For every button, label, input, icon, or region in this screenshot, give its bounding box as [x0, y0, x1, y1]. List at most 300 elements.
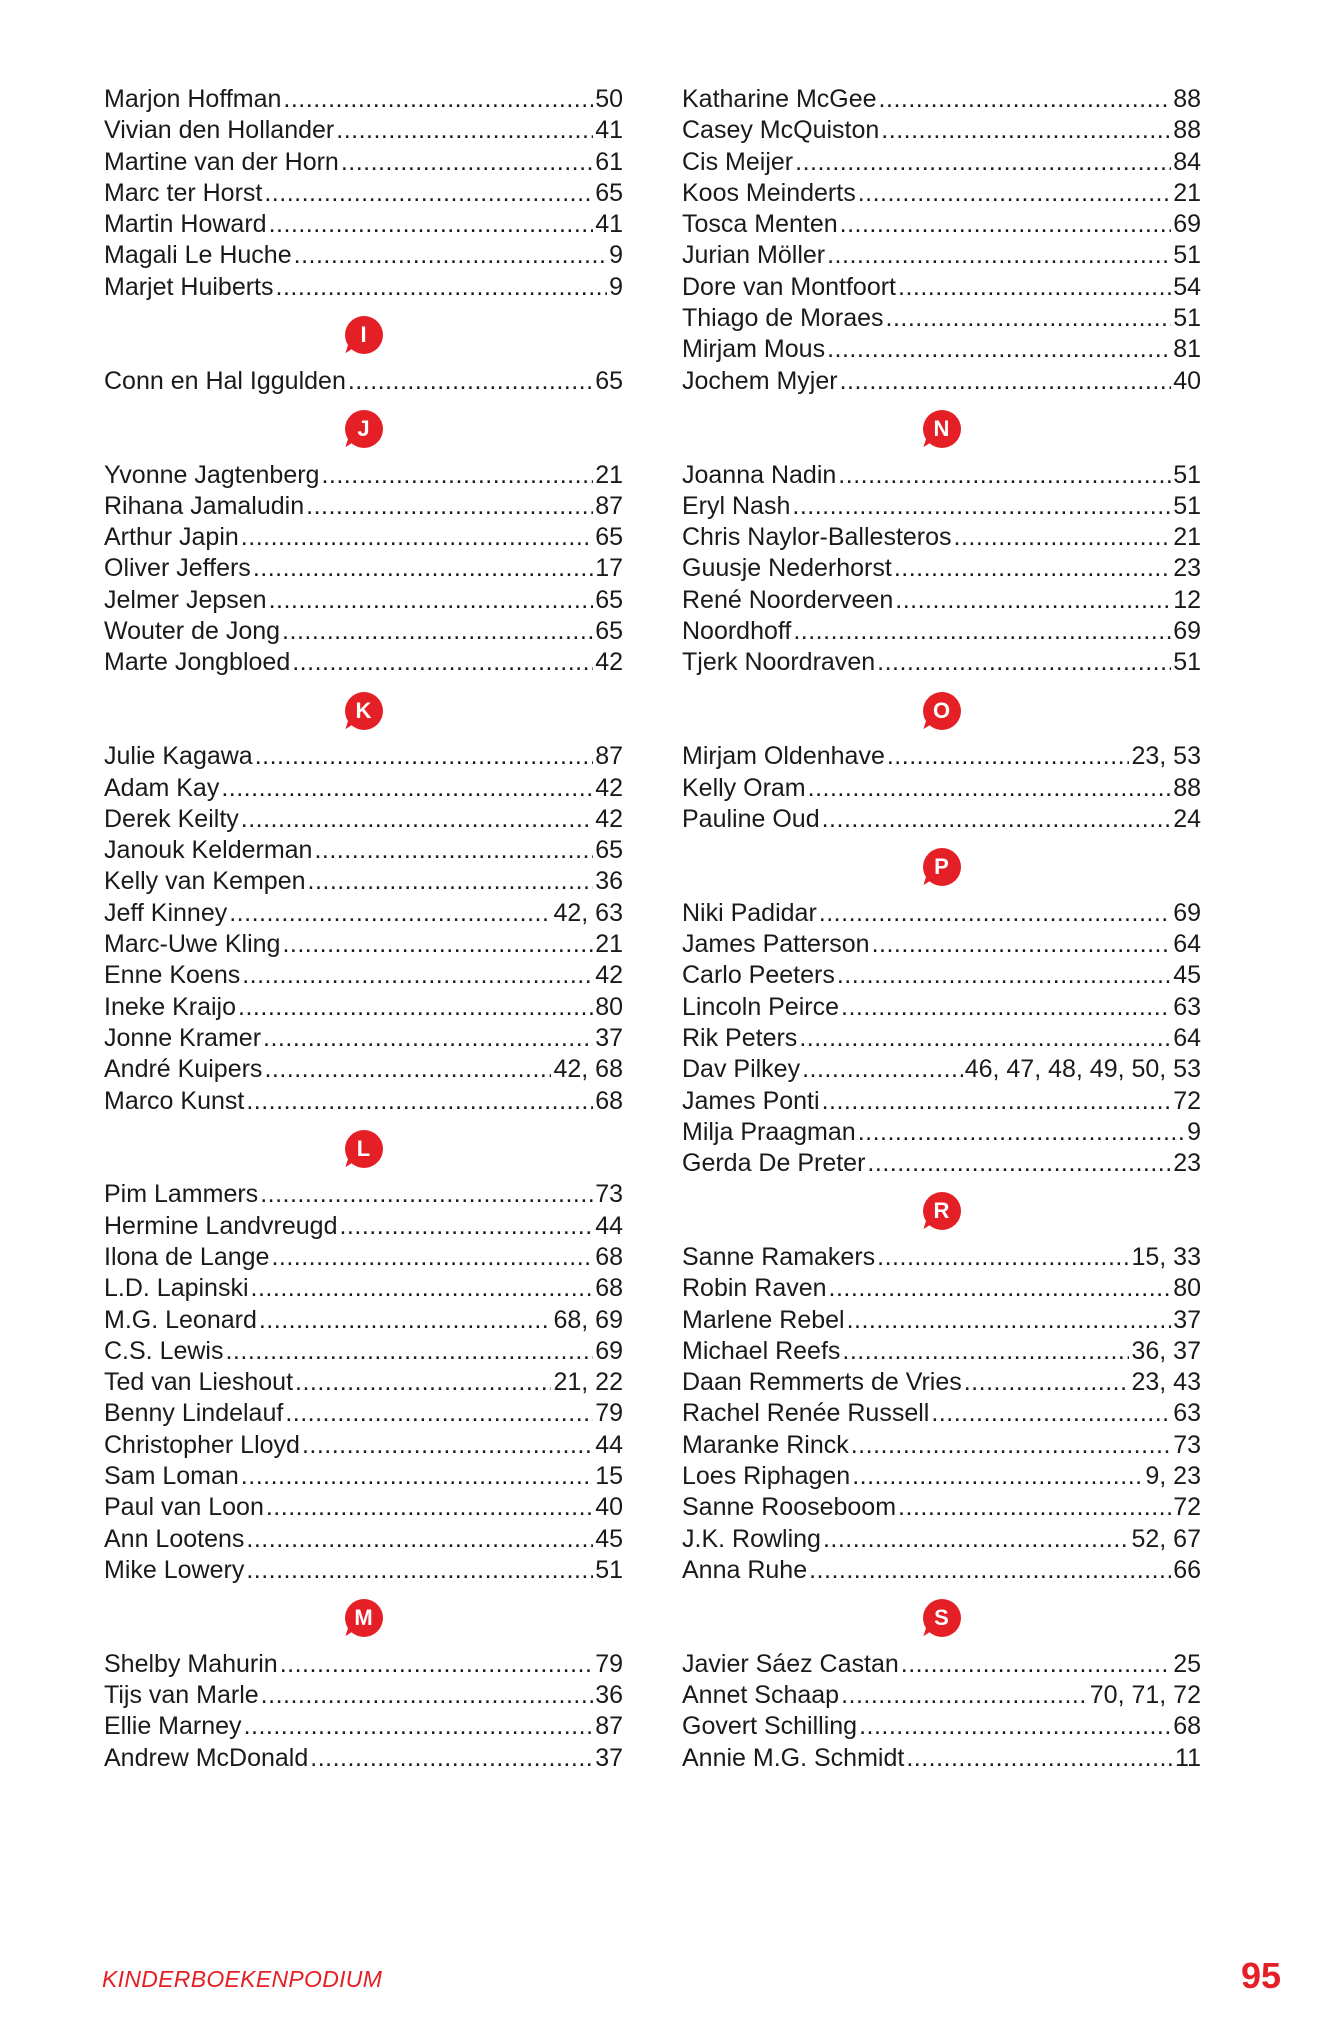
author-name: Sanne Ramakers	[682, 1242, 876, 1271]
author-name: Ellie Marney	[104, 1712, 242, 1741]
index-entry	[682, 460, 1201, 491]
letter-badge: O	[923, 692, 961, 730]
index-entry	[104, 1054, 623, 1085]
page-references: 87	[595, 491, 623, 520]
index-entry	[104, 616, 623, 647]
dot-leader	[255, 741, 593, 772]
page-references: 80	[1173, 1274, 1201, 1303]
index-entry	[682, 303, 1201, 334]
page-references: 36	[595, 867, 623, 896]
page-references: 87	[595, 742, 623, 771]
page-references: 51	[1173, 491, 1201, 520]
author-name: Robin Raven	[682, 1274, 827, 1303]
letter-heading-row	[682, 1586, 1201, 1649]
author-name: Niki Padidar	[682, 898, 817, 927]
page-references: 64	[1173, 930, 1201, 959]
page-references: 52, 67	[1131, 1524, 1201, 1553]
author-name: Kelly Oram	[682, 773, 806, 802]
dot-leader	[877, 1242, 1129, 1273]
page-references: 88	[1173, 85, 1201, 113]
author-name: Maranke Rinck	[682, 1430, 849, 1459]
author-name: Martine van der Horn	[104, 147, 339, 176]
author-name: Carlo Peeters	[682, 961, 835, 990]
dot-leader	[280, 1649, 593, 1680]
page-references: 63	[1173, 992, 1201, 1021]
letter-badge: P	[923, 848, 961, 886]
letter-heading-row	[104, 303, 623, 366]
page-references: 63	[1173, 1399, 1201, 1428]
page-references: 42	[595, 648, 623, 677]
page-references: 44	[595, 1430, 623, 1459]
index-entry	[104, 1336, 623, 1367]
dot-leader	[822, 804, 1172, 835]
dot-leader	[271, 1242, 593, 1273]
index-entry	[104, 491, 623, 522]
dot-leader	[348, 366, 593, 397]
index-entry	[104, 835, 623, 866]
dot-leader	[954, 522, 1172, 553]
page-references: 73	[595, 1180, 623, 1209]
index-entry	[682, 1086, 1201, 1117]
author-name: Enne Koens	[104, 961, 241, 990]
page-references: 65	[595, 366, 623, 395]
index-entry	[682, 1117, 1201, 1148]
index-entry	[682, 992, 1201, 1023]
index-entry	[682, 147, 1201, 178]
author-name: Rik Peters	[682, 1023, 798, 1052]
dot-leader	[229, 898, 551, 929]
page-references: 69	[1173, 617, 1201, 646]
index-entry	[682, 741, 1201, 772]
dot-leader	[259, 1305, 552, 1336]
dot-leader	[842, 1336, 1129, 1367]
index-entry	[682, 1711, 1201, 1742]
author-name: Annie M.G. Schmidt	[682, 1743, 905, 1772]
author-name: Tosca Menten	[682, 210, 838, 239]
index-entry	[104, 115, 623, 146]
index-entry	[682, 1305, 1201, 1336]
author-name: Marte Jongbloed	[104, 648, 291, 677]
index-column-right	[682, 84, 1201, 1774]
index-entry	[682, 84, 1201, 115]
index-entry	[682, 491, 1201, 522]
index-entry	[104, 1086, 623, 1117]
dot-leader	[246, 1086, 593, 1117]
author-name: Martin Howard	[104, 210, 267, 239]
page-references: 51	[1173, 304, 1201, 333]
index-entry	[682, 366, 1201, 397]
dot-leader	[852, 1461, 1143, 1492]
author-name: Jonne Kramer	[104, 1023, 262, 1052]
page-references: 37	[595, 1023, 623, 1052]
index-entry	[104, 992, 623, 1023]
page-references: 21	[1173, 523, 1201, 552]
dot-leader	[336, 115, 593, 146]
dot-leader	[308, 866, 594, 897]
dot-leader	[881, 115, 1171, 146]
index-entry	[682, 334, 1201, 365]
author-name: Kelly van Kempen	[104, 867, 306, 896]
index-entry	[682, 1649, 1201, 1680]
page-references: 68	[595, 1274, 623, 1303]
page-references: 79	[595, 1399, 623, 1428]
author-name: Rachel Renée Russell	[682, 1399, 930, 1428]
index-entry	[682, 553, 1201, 584]
index-entry	[104, 804, 623, 835]
letter-heading-row	[104, 679, 623, 742]
author-name: James Patterson	[682, 930, 870, 959]
dot-leader	[851, 1430, 1171, 1461]
letter-heading-row	[682, 835, 1201, 898]
dot-leader	[242, 960, 593, 991]
author-name: Derek Keilty	[104, 804, 239, 833]
dot-leader	[251, 1273, 594, 1304]
index-entry	[104, 741, 623, 772]
page-references: 12	[1173, 585, 1201, 614]
index-entry	[104, 960, 623, 991]
dot-leader	[263, 1023, 593, 1054]
author-name: Vivian den Hollander	[104, 116, 335, 145]
index-entry	[104, 1211, 623, 1242]
index-entry	[104, 460, 623, 491]
index-entry	[104, 1743, 623, 1774]
author-name: Guusje Nederhorst	[682, 554, 892, 583]
dot-leader	[827, 334, 1171, 365]
page-references: 88	[1173, 116, 1201, 145]
letter-badge: J	[345, 410, 383, 448]
index-entry	[104, 773, 623, 804]
author-name: Annet Schaap	[682, 1681, 840, 1710]
dot-leader	[269, 585, 594, 616]
author-name: Jochem Myjer	[682, 366, 838, 395]
author-name: Marc-Uwe Kling	[104, 930, 281, 959]
page-references: 51	[595, 1555, 623, 1584]
dot-leader	[276, 272, 608, 303]
page-references: 41	[595, 116, 623, 145]
page-references: 45	[1173, 961, 1201, 990]
author-name: Chris Naylor-Ballesteros	[682, 523, 952, 552]
page-references: 68	[595, 1086, 623, 1115]
dot-leader	[867, 1148, 1171, 1179]
dot-leader	[841, 992, 1171, 1023]
index-entry	[682, 898, 1201, 929]
index-entry	[104, 647, 623, 678]
author-name: Yvonne Jagtenberg	[104, 460, 320, 489]
index-entry	[104, 553, 623, 584]
letter-heading-row	[682, 1179, 1201, 1242]
index-entry	[104, 1305, 623, 1336]
letter-badge: K	[345, 692, 383, 730]
author-name: Dore van Montfoort	[682, 272, 896, 301]
dot-leader	[809, 1555, 1171, 1586]
dot-leader	[260, 1179, 593, 1210]
author-name: C.S. Lewis	[104, 1336, 224, 1365]
dot-leader	[841, 1680, 1088, 1711]
author-name: Anna Ruhe	[682, 1555, 808, 1584]
page-references: 51	[1173, 460, 1201, 489]
dot-leader	[294, 240, 607, 271]
dot-leader	[246, 1524, 593, 1555]
page-references: 87	[595, 1712, 623, 1741]
page-references: 42, 63	[553, 898, 623, 927]
author-name: Janouk Kelderman	[104, 836, 313, 865]
index-entry	[104, 272, 623, 303]
dot-leader	[964, 1367, 1130, 1398]
author-name: Casey McQuiston	[682, 116, 880, 145]
author-name: Noordhoff	[682, 617, 792, 646]
dot-leader	[895, 585, 1171, 616]
page-references: 66	[1173, 1555, 1201, 1584]
author-name: Thiago de Moraes	[682, 304, 884, 333]
page-references: 46, 47, 48, 49, 50, 53	[964, 1055, 1201, 1084]
page-references: 15	[595, 1462, 623, 1491]
page-references: 37	[595, 1743, 623, 1772]
page-references: 11	[1175, 1743, 1201, 1772]
author-name: Ineke Kraijo	[104, 992, 237, 1021]
dot-leader	[894, 553, 1171, 584]
page-references: 9	[609, 272, 623, 301]
page-references: 21	[595, 460, 623, 489]
index-entry	[104, 1398, 623, 1429]
dot-leader	[840, 209, 1172, 240]
author-name: Tijs van Marle	[104, 1681, 259, 1710]
index-entry	[682, 1743, 1201, 1774]
page-references: 68	[1173, 1712, 1201, 1741]
letter-badge: I	[345, 316, 383, 354]
index-entry	[104, 84, 623, 115]
index-entry	[682, 616, 1201, 647]
index-entry	[104, 209, 623, 240]
index-entry	[104, 866, 623, 897]
author-name: Joanna Nadin	[682, 460, 837, 489]
dot-leader	[221, 773, 593, 804]
dot-leader	[321, 460, 593, 491]
author-name: Gerda De Preter	[682, 1149, 866, 1178]
author-name: Lincoln Peirce	[682, 992, 840, 1021]
index-entry	[682, 1148, 1201, 1179]
page-references: 23	[1173, 1149, 1201, 1178]
page-references: 40	[1173, 366, 1201, 395]
dot-leader	[269, 209, 594, 240]
index-entry	[104, 585, 623, 616]
page-references: 70, 71, 72	[1089, 1681, 1201, 1710]
page-references: 51	[1173, 648, 1201, 677]
dot-leader	[261, 1680, 594, 1711]
author-name: Conn en Hal Iggulden	[104, 366, 346, 395]
page-number: 95	[1240, 1955, 1281, 1996]
index-entry	[104, 898, 623, 929]
index-entry	[104, 240, 623, 271]
author-name: Benny Lindelauf	[104, 1399, 284, 1428]
index-entry	[682, 1242, 1201, 1273]
dot-leader	[238, 992, 593, 1023]
index-entry	[682, 115, 1201, 146]
author-name: Eryl Nash	[682, 491, 791, 520]
dot-leader	[793, 616, 1171, 647]
dot-leader	[264, 1054, 551, 1085]
page-references: 41	[595, 210, 623, 239]
dot-leader	[858, 1117, 1185, 1148]
index-entry	[104, 929, 623, 960]
author-name: Marco Kunst	[104, 1086, 245, 1115]
author-name: Marjon Hoffman	[104, 85, 282, 113]
index-entry	[682, 1367, 1201, 1398]
dot-leader	[253, 553, 593, 584]
page-references: 72	[1173, 1493, 1201, 1522]
dot-leader	[802, 1054, 963, 1085]
page-references: 23, 53	[1131, 742, 1201, 771]
letter-heading-row	[104, 1586, 623, 1649]
author-name: Jeff Kinney	[104, 898, 228, 927]
page-references: 9	[609, 241, 623, 270]
dot-leader	[822, 1086, 1172, 1117]
page-references: 42	[595, 773, 623, 802]
dot-leader	[901, 1649, 1171, 1680]
author-name: Cis Meijer	[682, 147, 794, 176]
index-entry	[682, 522, 1201, 553]
dot-leader	[819, 898, 1171, 929]
index-entry	[682, 1023, 1201, 1054]
author-name: Jelmer Jepsen	[104, 585, 267, 614]
dot-leader	[314, 835, 593, 866]
author-name: Oliver Jeffers	[104, 554, 251, 583]
page-references: 37	[1173, 1305, 1201, 1334]
author-name: Wouter de Jong	[104, 617, 281, 646]
dot-leader	[906, 1743, 1173, 1774]
page-references: 15, 33	[1131, 1242, 1201, 1271]
index-entry	[682, 1336, 1201, 1367]
page-references: 68, 69	[553, 1305, 623, 1334]
page-references: 50	[595, 85, 623, 113]
author-name: Hermine Landvreugd	[104, 1211, 338, 1240]
letter-heading-row	[104, 397, 623, 460]
author-name: Rihana Jamaludin	[104, 491, 305, 520]
dot-leader	[282, 929, 593, 960]
index-entry	[682, 585, 1201, 616]
author-name: René Noorderveen	[682, 585, 894, 614]
index-entry	[682, 1492, 1201, 1523]
index-entry	[682, 1430, 1201, 1461]
letter-badge: M	[345, 1599, 383, 1637]
index-entry	[682, 647, 1201, 678]
dot-leader	[306, 491, 593, 522]
dot-leader	[283, 84, 593, 115]
page-references: 68	[595, 1242, 623, 1271]
dot-leader	[886, 303, 1172, 334]
author-name: Mike Lowery	[104, 1555, 245, 1584]
author-name: Adam Kay	[104, 773, 220, 802]
page-references: 72	[1173, 1086, 1201, 1115]
page-references: 69	[1173, 898, 1201, 927]
author-name: Katharine McGee	[682, 85, 877, 113]
author-name: Sam Loman	[104, 1462, 239, 1491]
page-references: 42, 68	[553, 1055, 623, 1084]
dot-leader	[264, 178, 593, 209]
index-entry	[104, 1179, 623, 1210]
dot-leader	[858, 178, 1171, 209]
dot-leader	[827, 240, 1171, 271]
author-name: Andrew McDonald	[104, 1743, 309, 1772]
page-references: 23, 43	[1131, 1368, 1201, 1397]
page-references: 88	[1173, 773, 1201, 802]
index-entry	[682, 1524, 1201, 1555]
page-references: 42	[595, 804, 623, 833]
index-entry	[682, 1398, 1201, 1429]
dot-leader	[837, 960, 1171, 991]
author-name: Shelby Mahurin	[104, 1649, 278, 1678]
author-name: Arthur Japin	[104, 523, 239, 552]
page-references: 42	[595, 961, 623, 990]
dot-leader	[931, 1398, 1171, 1429]
author-name: L.D. Lapinski	[104, 1274, 249, 1303]
dot-leader	[295, 1367, 551, 1398]
page-references: 25	[1173, 1649, 1201, 1678]
index-entry	[104, 1023, 623, 1054]
author-name: Ilona de Lange	[104, 1242, 270, 1271]
index-entry	[104, 1367, 623, 1398]
page-references: 84	[1173, 147, 1201, 176]
page-references: 65	[595, 178, 623, 207]
page-references: 61	[595, 147, 623, 176]
dot-leader	[792, 491, 1171, 522]
dot-leader	[225, 1336, 593, 1367]
page-references: 65	[595, 523, 623, 552]
author-name: Mirjam Oldenhave	[682, 742, 885, 771]
author-name: Magali Le Huche	[104, 241, 292, 270]
page-references: 9	[1187, 1117, 1201, 1146]
author-name: Sanne Rooseboom	[682, 1493, 897, 1522]
page-references: 17	[595, 554, 623, 583]
dot-leader	[241, 804, 593, 835]
index-entry	[682, 1555, 1201, 1586]
author-name: André Kuipers	[104, 1055, 263, 1084]
index-entry	[104, 1461, 623, 1492]
index-entry	[104, 1555, 623, 1586]
dot-leader	[829, 1273, 1172, 1304]
author-name: Michael Reefs	[682, 1336, 841, 1365]
page-references: 9, 23	[1145, 1462, 1201, 1491]
page-references: 40	[595, 1493, 623, 1522]
author-name: Christopher Lloyd	[104, 1430, 300, 1459]
author-name: Jurian Möller	[682, 241, 826, 270]
page-references: 73	[1173, 1430, 1201, 1459]
index-entry	[104, 1649, 623, 1680]
index-entry	[682, 773, 1201, 804]
dot-leader	[241, 1461, 593, 1492]
author-name: Javier Sáez Castan	[682, 1649, 899, 1678]
author-name: Marlene Rebel	[682, 1305, 845, 1334]
index-entry	[682, 240, 1201, 271]
index-entry	[104, 147, 623, 178]
author-name: Koos Meinderts	[682, 178, 856, 207]
letter-badge: N	[923, 410, 961, 448]
author-name: Mirjam Mous	[682, 335, 826, 364]
page-references: 64	[1173, 1023, 1201, 1052]
index-entry	[104, 1492, 623, 1523]
page-references: 23	[1173, 554, 1201, 583]
author-name: Loes Riphagen	[682, 1462, 851, 1491]
dot-leader	[244, 1711, 594, 1742]
index-entry	[104, 366, 623, 397]
dot-leader	[859, 1711, 1171, 1742]
index-entry	[682, 1273, 1201, 1304]
index-entry	[682, 272, 1201, 303]
index-entry	[682, 929, 1201, 960]
letter-badge: L	[345, 1130, 383, 1168]
author-name: Paul van Loon	[104, 1493, 264, 1522]
author-name: Julie Kagawa	[104, 742, 253, 771]
dot-leader	[339, 1211, 593, 1242]
